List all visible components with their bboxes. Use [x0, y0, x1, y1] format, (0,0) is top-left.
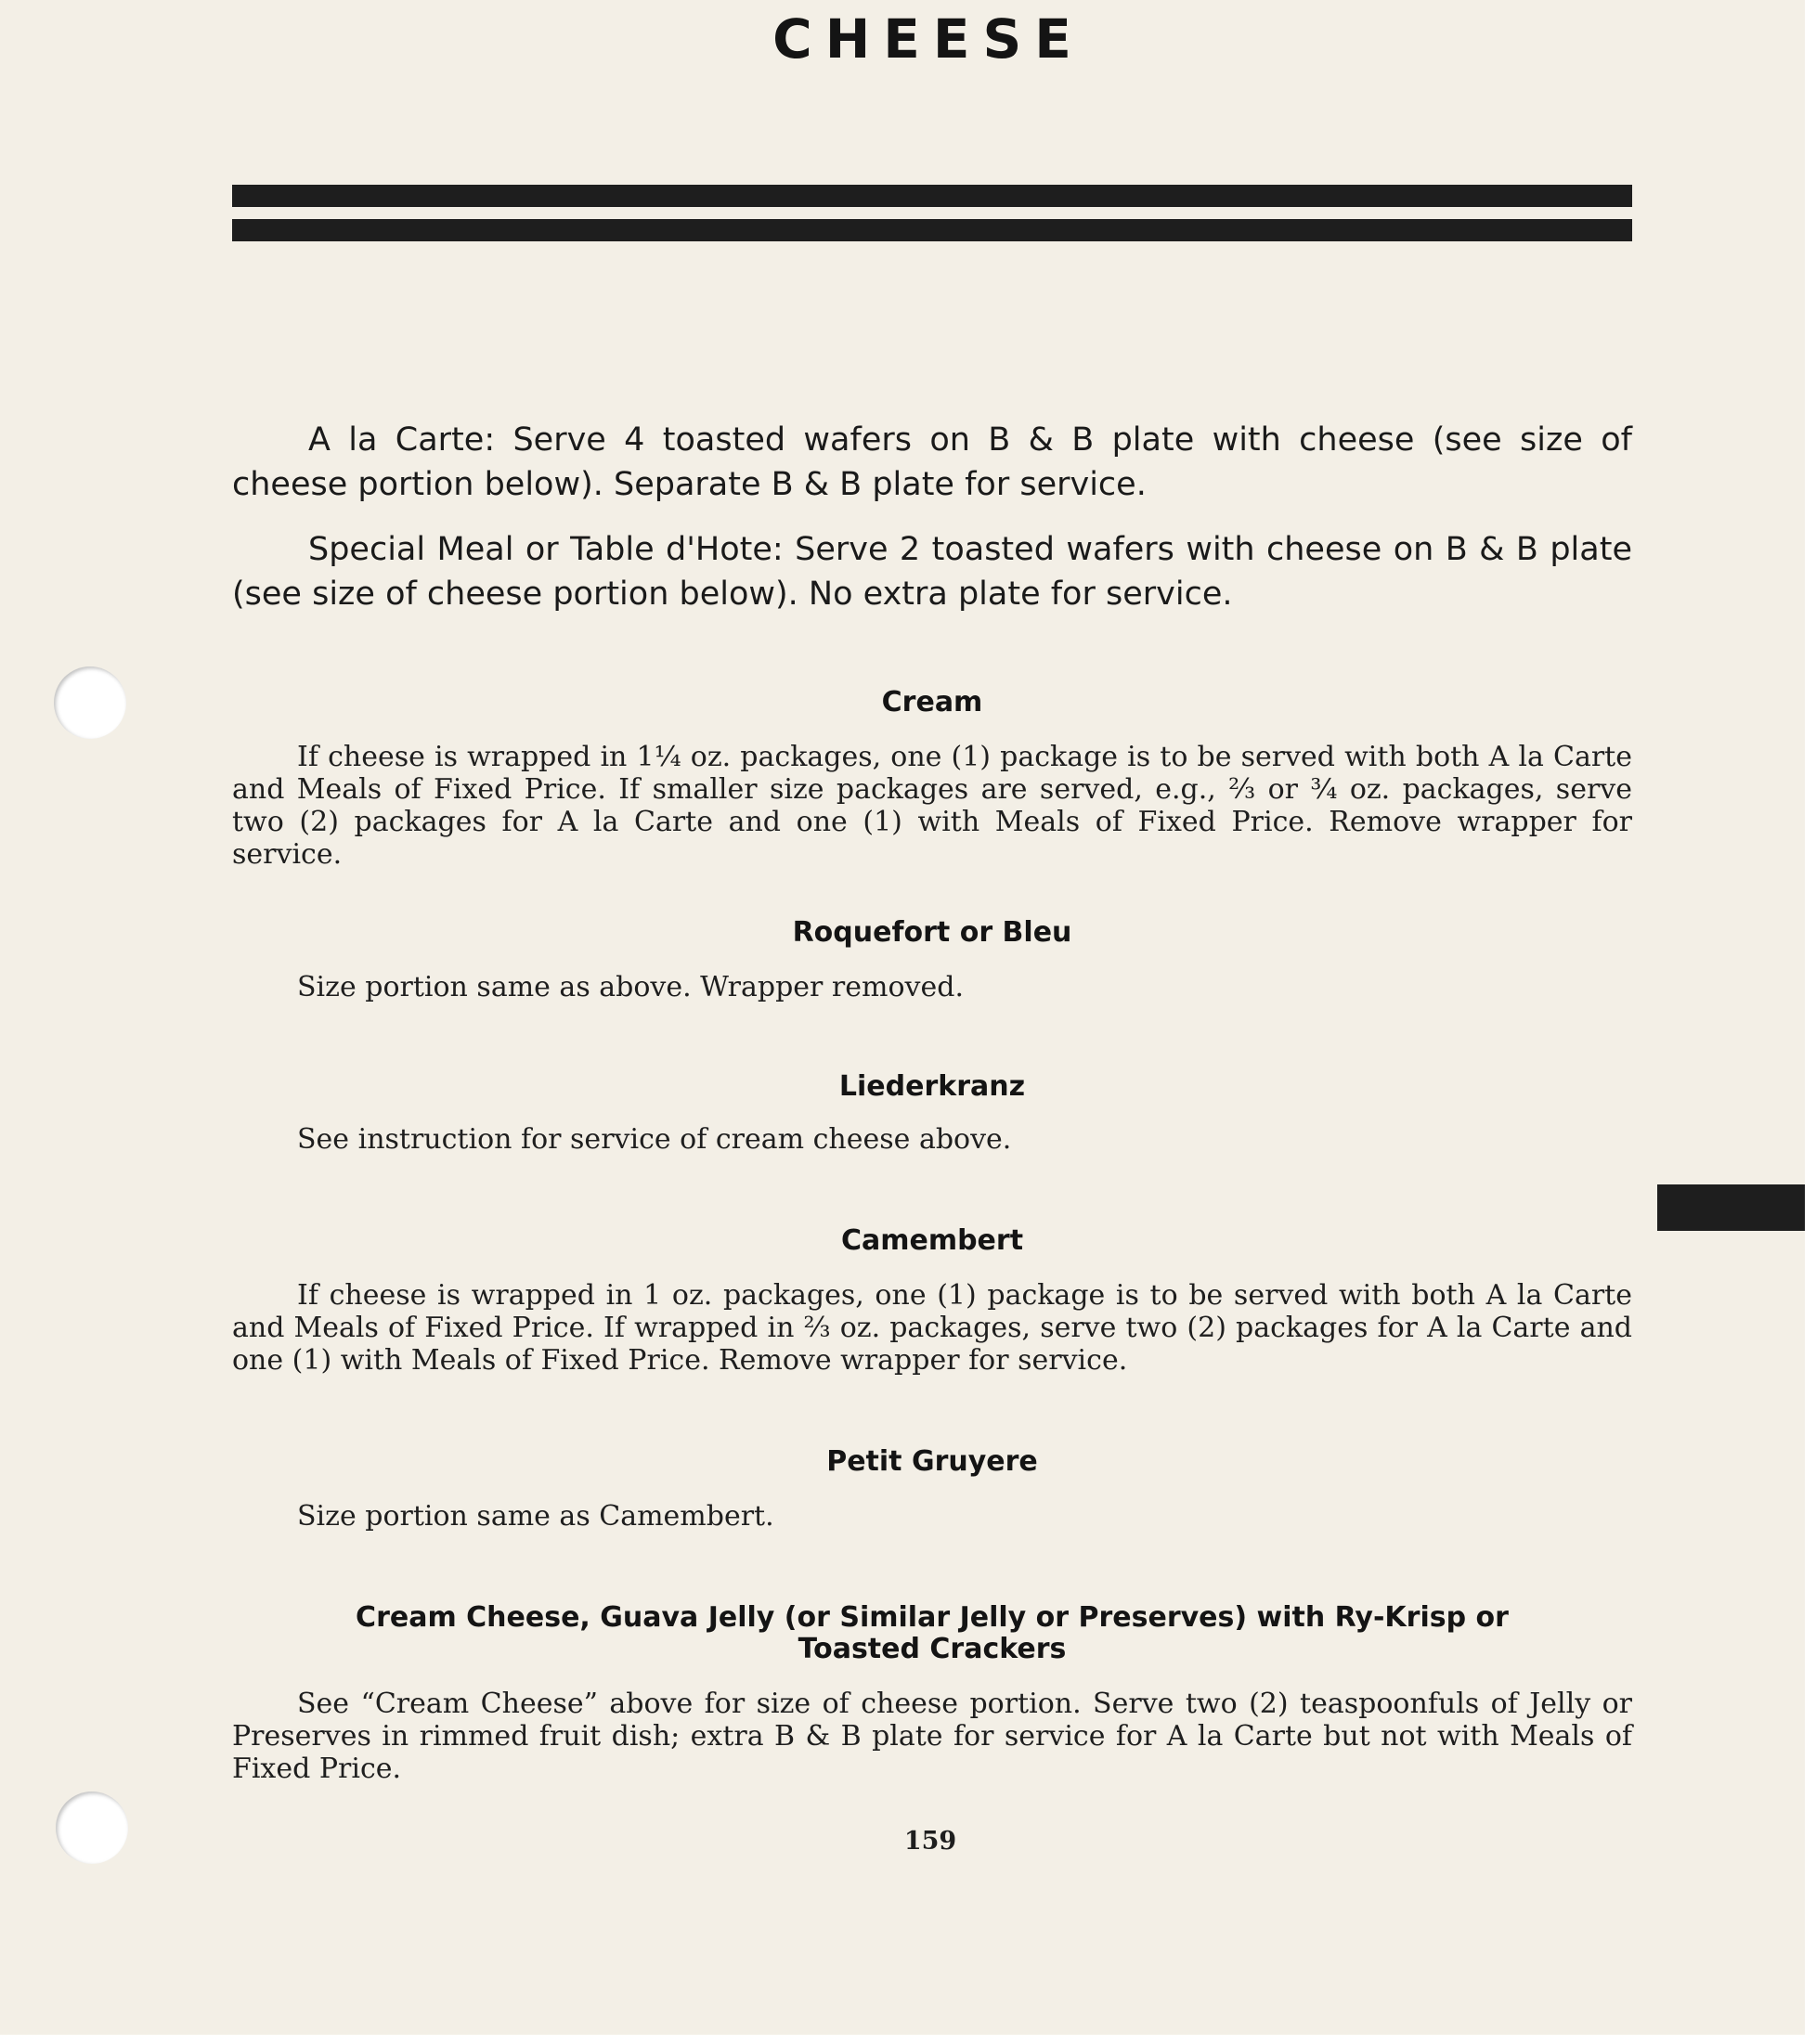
section-text-petit-gruyere: Size portion same as Camembert. [297, 1500, 774, 1533]
section-text-liederkranz: See instruction for service of cream cheese above. [297, 1123, 1012, 1156]
page-edge-bottom [0, 2035, 1816, 2044]
section-text-roquefort: Size portion same as above. Wrapper removed. [297, 971, 964, 1003]
section-heading-liederkranz: Liederkranz [838, 1070, 1026, 1103]
header-rule-top [232, 185, 1632, 207]
header-rule-bottom [232, 219, 1632, 241]
section-heading-cream: Cream [881, 686, 983, 718]
section-heading-roquefort: Roquefort or Bleu [792, 916, 1072, 949]
page-title: CHEESE [772, 7, 1084, 71]
section-text-camembert: If cheese is wrapped in 1 oz. packages, one (1) package is to be served with both A la Carte and Meals of Fixed Price. If wrapped in ⅔ oz. packages, serve two (2) packages for A la Carte and one (1) with Meals of Fixed Price. Remove wrapper for service. [232, 1279, 1632, 1377]
section-heading-petit-gruyere: Petit Gruyere [826, 1445, 1038, 1478]
section-text-cream-cheese-guava: See “Cream Cheese” above for size of cheese portion. Serve two (2) teaspoonfuls of Jelly or Preserves in rimmed fruit dish; extra B & B plate for service for A la Carte but not with Meals of Fixed Price. [232, 1688, 1632, 1785]
intro-special-meal: Special Meal or Table d'Hote: Serve 2 toasted wafers with cheese on B & B plate (see size of cheese portion below). No extra plate for service. [232, 531, 1632, 613]
page-edge-right [1805, 0, 1816, 2044]
intro-a-la-carte: A la Carte: Serve 4 toasted wafers on B & B plate with cheese (see size of cheese portion below). Separate B & B plate for service. [232, 421, 1632, 503]
page-number: 159 [903, 1827, 957, 1856]
section-heading-cream-cheese-guava: Cream Cheese, Guava Jelly (or Similar Jelly or Preserves) with Ry-Krisp or Toasted Crackers [356, 1601, 1509, 1665]
index-tab-marker [1657, 1184, 1808, 1231]
section-text-cream: If cheese is wrapped in 1¼ oz. packages, one (1) package is to be served with both A la Carte and Meals of Fixed Price. If smaller size packages are served, e.g., ⅔ or ¾ oz. packages, serve two (2) packages for A la Carte and one (1) with Meals of Fixed Price. Remove wrapper for service. [232, 741, 1632, 871]
section-heading-camembert: Camembert [840, 1224, 1024, 1257]
binder-hole-upper [54, 666, 126, 739]
